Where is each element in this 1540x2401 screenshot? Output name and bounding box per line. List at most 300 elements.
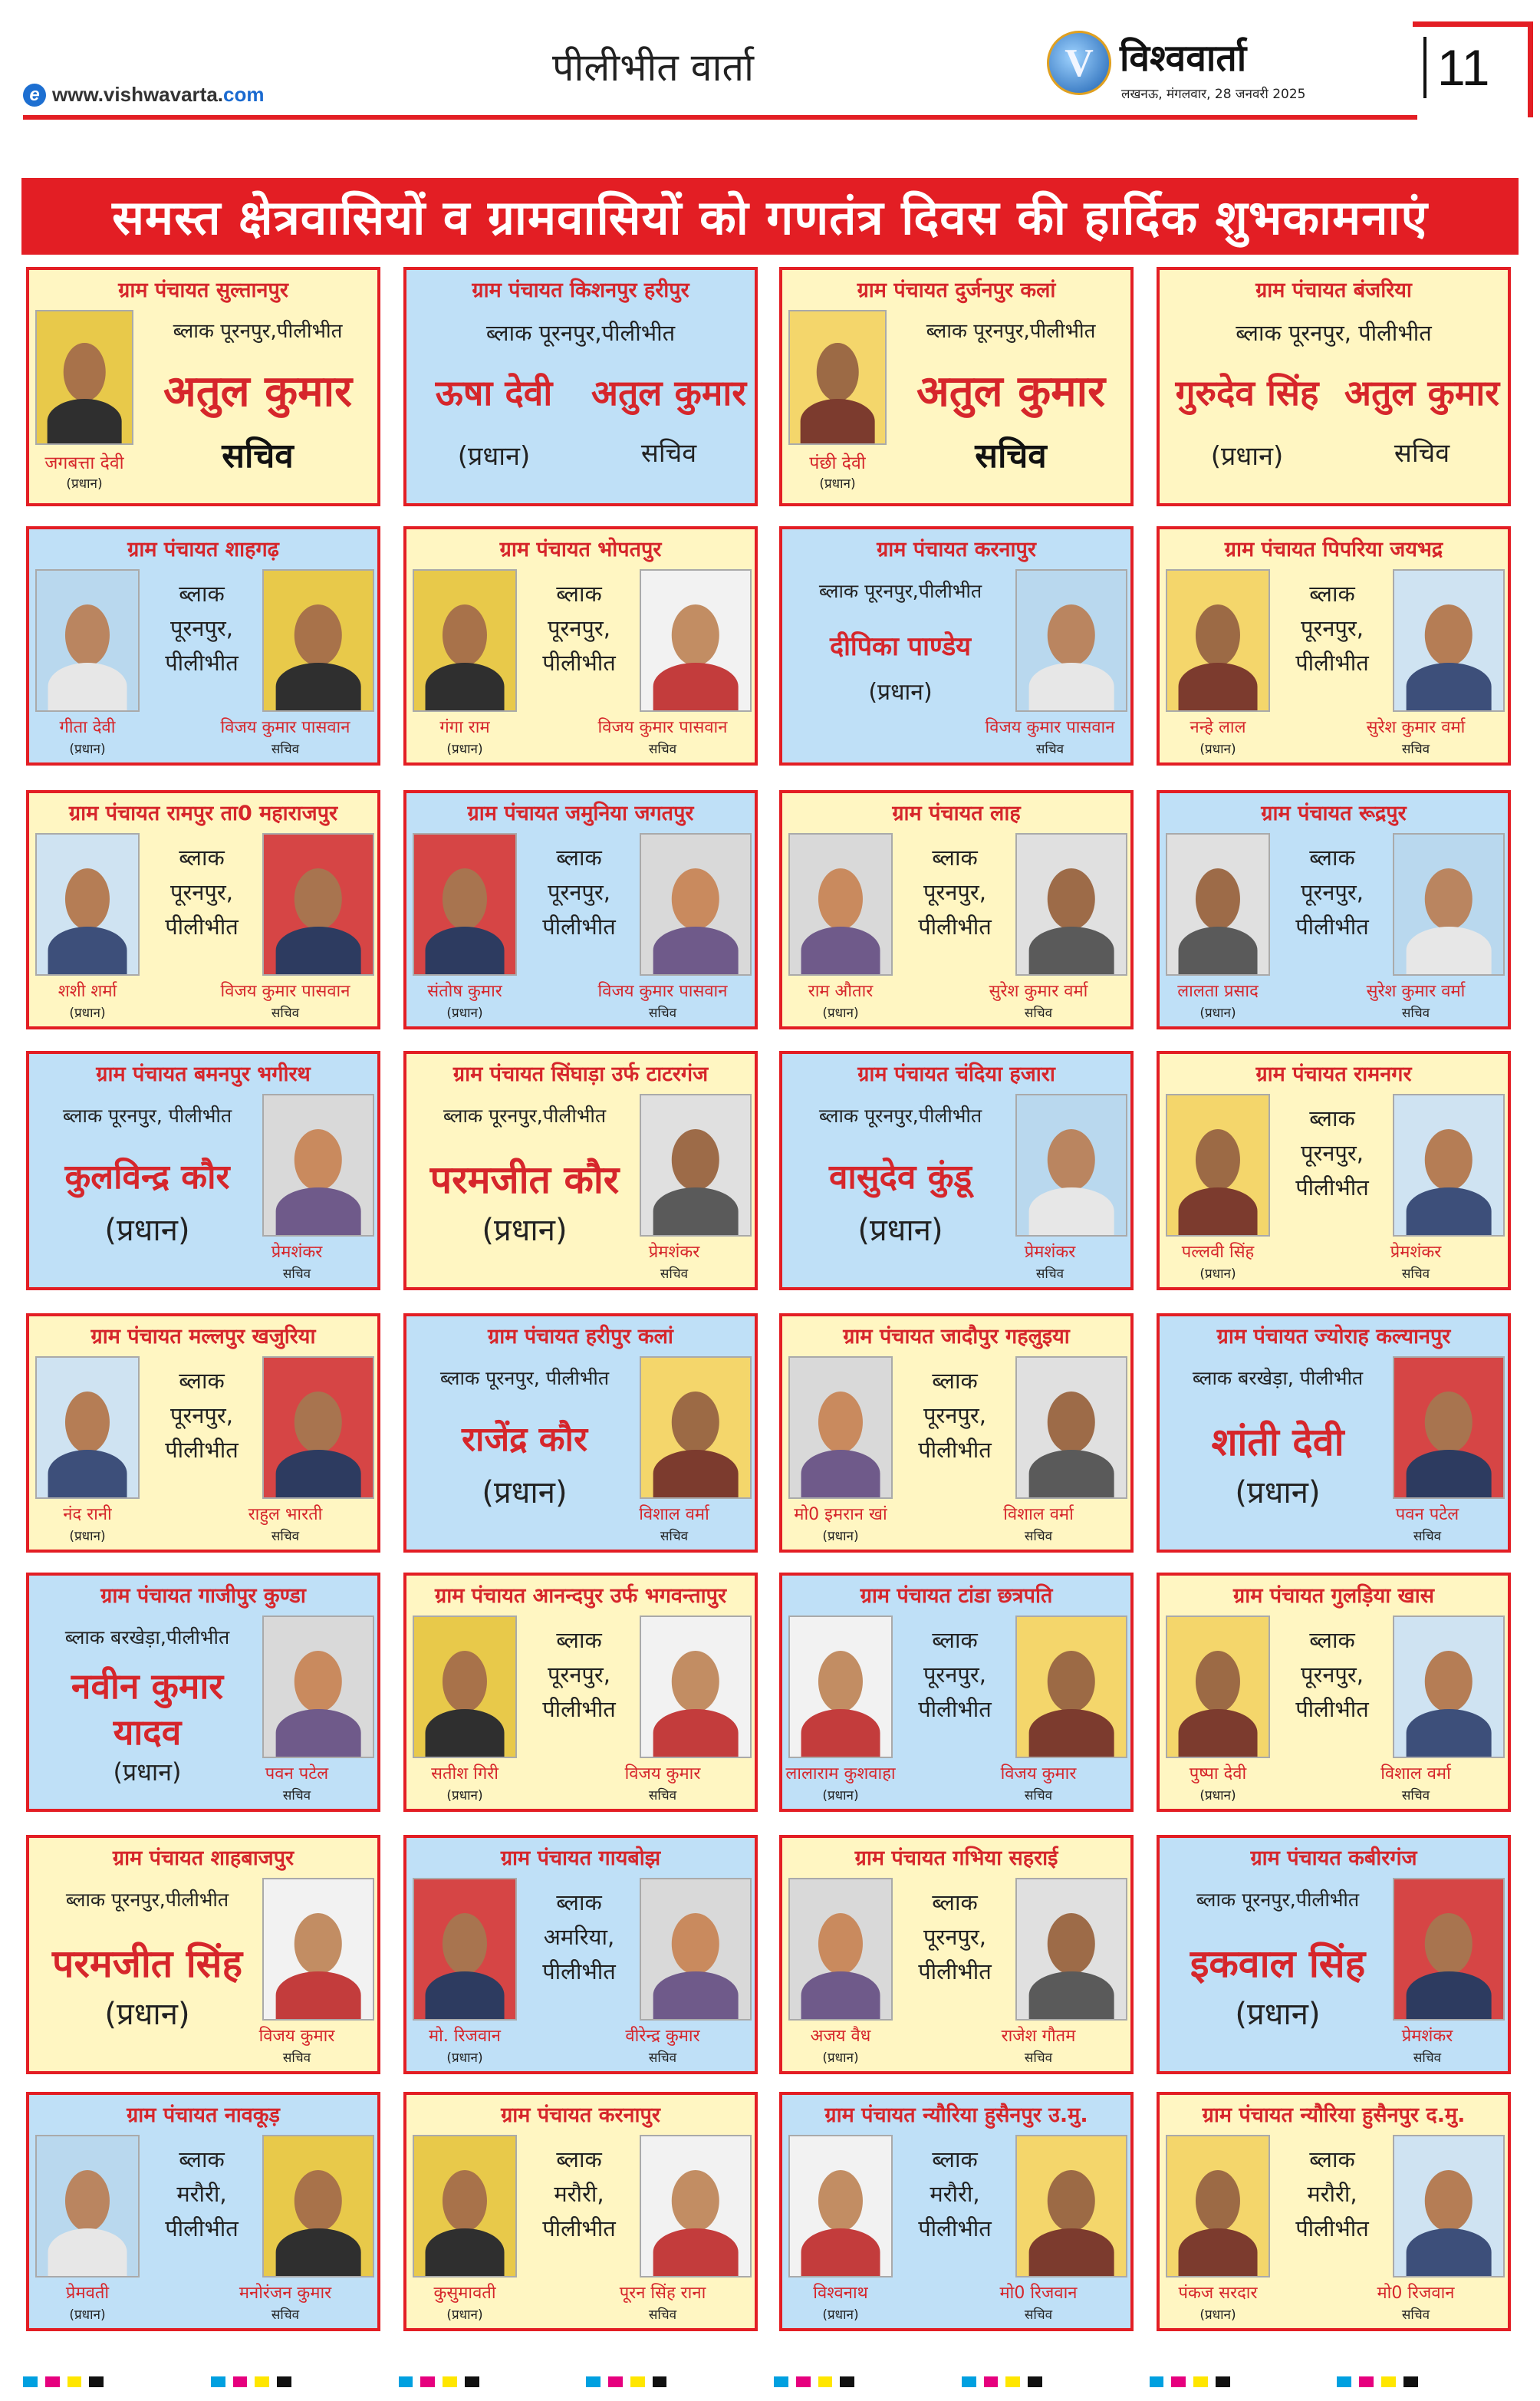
secretary-role: सचिव [1413, 1529, 1442, 1544]
block-line: अमरिया, [543, 1923, 615, 1950]
block-name [518, 2142, 640, 2246]
block-line: पीलीभीत [542, 2215, 616, 2241]
secretary-photo-face [1048, 1392, 1095, 1453]
pradhan-name: नवीन कुमार [71, 1665, 224, 1707]
block-name: ब्लाक पूरनपुर,पीलीभीत [173, 320, 343, 343]
color-swatch [818, 2376, 833, 2387]
block-line: ब्लाक [556, 1627, 602, 1653]
block-line: ब्लाक [556, 581, 602, 607]
panchayat-card [403, 1573, 758, 1812]
pradhan-name: पल्लवी सिंह [1181, 1243, 1255, 1262]
color-swatch [277, 2376, 291, 2387]
pradhan-role: (प्रधान) [822, 2307, 859, 2323]
block-line: ब्लाक [932, 1889, 978, 1915]
pradhan-name: लालता प्रसाद [1177, 982, 1259, 1001]
secretary-role: सचिव [648, 2307, 677, 2323]
pradhan-name: शशी शर्मा [58, 982, 117, 1001]
block-line: ब्लाक [932, 1627, 978, 1653]
block-name: ब्लाक पूरनपुर,पीलीभीत [818, 1105, 982, 1127]
panchayat-card [26, 2092, 380, 2331]
pradhan-name: विश्वनाथ [813, 2284, 868, 2303]
pradhan-photo-face [65, 1392, 110, 1453]
block-line: पीलीभीत [1295, 649, 1369, 676]
secretary-photo-body [1407, 927, 1492, 974]
panchayat-title: ग्राम पंचायत बंजरिया [1255, 278, 1412, 302]
color-swatch [1150, 2376, 1164, 2387]
block-line: पीलीभीत [918, 913, 992, 940]
block-line: ब्लाक [179, 1368, 225, 1394]
panchayat-card [403, 790, 758, 1029]
secretary-name: पवन पटेल [1395, 1505, 1459, 1524]
secretary-photo [1015, 2135, 1127, 2277]
secretary-photo [640, 2135, 752, 2277]
pradhan-photo-face [65, 604, 110, 666]
pradhan-photo-face [818, 1651, 863, 1712]
pradhan-name: गंगा राम [439, 718, 490, 737]
panchayat-card [403, 267, 758, 506]
block-name [518, 1886, 640, 1989]
secretary-photo-body [276, 663, 361, 710]
pradhan-name: सतीश गिरी [431, 1764, 499, 1783]
pradhan-role: (प्रधान) [104, 1213, 190, 1248]
pradhan-name: प्रेमवती [65, 2284, 110, 2303]
secretary-photo-body [653, 1450, 739, 1497]
secretary-name: विजय कुमार पासवान [597, 982, 728, 1001]
secretary-photo [1015, 1878, 1127, 2021]
secretary-photo [1393, 1878, 1505, 2021]
secretary-photo-body [276, 1709, 361, 1757]
pradhan-name: पुष्पा देवी [1189, 1764, 1247, 1783]
secretary-role: सचिव [271, 1006, 300, 1021]
panchayat-card [26, 267, 380, 506]
color-swatch [255, 2376, 269, 2387]
block-name: ब्लाक पूरनपुर,पीलीभीत [485, 320, 676, 346]
pradhan-photo [1166, 1094, 1270, 1237]
secretary-photo-face [295, 1913, 342, 1974]
pradhan-photo-body [426, 1709, 505, 1757]
pradhan-photo-body [48, 927, 127, 974]
block-line: ब्लाक [179, 2146, 225, 2172]
color-swatch [774, 2376, 788, 2387]
block-name: ब्लाक पूरनपुर, पीलीभीत [439, 1367, 610, 1389]
panchayat-title: ग्राम पंचायत गभिया सहराई [854, 1846, 1058, 1870]
secretary-role: सचिव [1035, 742, 1065, 757]
panchayat-title: ग्राम पंचायत करनापुर [501, 2103, 660, 2127]
secretary-photo-face [672, 1913, 719, 1974]
pradhan-role: (प्रधान) [446, 1788, 483, 1803]
pradhan-photo [788, 833, 893, 976]
republic-day-banner: समस्त क्षेत्रवासियों व ग्रामवासियों को गणतंत्र दिवस की हार्दिक शुभकामनाएं [21, 178, 1519, 255]
block-name: ब्लाक पूरनपुर,पीलीभीत [1196, 1889, 1360, 1911]
pradhan-photo-body [426, 2228, 505, 2276]
pradhan-name: नन्हे लाल [1190, 718, 1246, 737]
secretary-photo [640, 569, 752, 712]
secretary-role: सचिव [1024, 1006, 1053, 1021]
pradhan-photo-face [1196, 868, 1240, 930]
panchayat-card [26, 1313, 380, 1553]
panchayat-title: ग्राम पंचायत जमुनिया जगतपुर [467, 802, 694, 825]
secretary-role: सचिव [1035, 1266, 1065, 1282]
panchayat-card [1157, 790, 1511, 1029]
panchayat-card [779, 790, 1134, 1029]
pradhan-role: (प्रधान) [822, 1788, 859, 1803]
pradhan-role: (प्रधान) [1199, 1266, 1236, 1282]
pradhan-photo [1166, 833, 1270, 976]
panchayat-card [403, 1313, 758, 1553]
secretary-photo-body [1407, 1971, 1492, 2019]
color-swatch [23, 2376, 38, 2387]
block-name: ब्लाक पूरनपुर,पीलीभीत [926, 320, 1096, 343]
pradhan-photo [413, 833, 517, 976]
secretary-photo [262, 1356, 374, 1499]
secretary-photo-face [1425, 1392, 1473, 1453]
pradhan-photo-body [1179, 1709, 1258, 1757]
block-name [518, 577, 640, 680]
block-name [894, 1623, 1015, 1727]
pradhan-photo-body [48, 399, 122, 443]
block-line: पूरनपुर, [548, 878, 610, 905]
color-swatch [840, 2376, 854, 2387]
pradhan-photo-face [64, 343, 106, 401]
block-line: पीलीभीत [165, 913, 239, 940]
pradhan-photo-face [818, 2170, 863, 2231]
color-swatch [796, 2376, 811, 2387]
pradhan-name: परमजीत सिंह [51, 1942, 242, 1986]
block-line: पूरनपुर, [170, 878, 233, 905]
block-line: पूरनपुर, [548, 1661, 610, 1688]
pradhan-photo [35, 1356, 140, 1499]
pradhan-role: (प्रधान) [69, 2307, 106, 2323]
pradhan-photo-body [48, 2228, 127, 2276]
pradhan-role: (प्रधान) [1210, 441, 1284, 472]
secretary-role: सचिव [1413, 2050, 1442, 2066]
panchayat-card [779, 1573, 1134, 1812]
pradhan-name: दीपिका पाण्डेय [830, 631, 971, 662]
pradhan-photo-face [817, 343, 859, 401]
secretary-photo-body [1029, 1709, 1114, 1757]
color-swatch [45, 2376, 60, 2387]
vishwavarta-logo-icon: V [1047, 31, 1111, 95]
secretary-role: सचिव [282, 2050, 311, 2066]
block-line: पीलीभीत [542, 1695, 616, 1722]
secretary-photo-face [295, 2170, 342, 2231]
secretary-role: सचिव [660, 1529, 689, 1544]
secretary-role: सचिव [640, 438, 697, 469]
secretary-photo-body [276, 1971, 361, 2019]
block-line: पीलीभीत [1295, 2215, 1369, 2241]
panchayat-card [1157, 267, 1511, 506]
secretary-photo-face [295, 1129, 342, 1191]
pradhan-name: अजय वैध [810, 2027, 871, 2046]
pradhan-photo-face [818, 868, 863, 930]
secretary-photo-face [295, 604, 342, 666]
secretary-name: विजय कुमार पासवान [597, 718, 728, 737]
secretary-role: सचिव [282, 1788, 311, 1803]
block-line: पीलीभीत [918, 2215, 992, 2241]
panchayat-title: ग्राम पंचायत करनापुर [877, 538, 1036, 562]
color-spacer [487, 2376, 579, 2387]
block-name [141, 2142, 262, 2246]
color-swatch [443, 2376, 457, 2387]
block-name [1272, 1623, 1393, 1727]
block-line: पीलीभीत [542, 913, 616, 940]
secretary-name: प्रेमशंकर [1024, 1243, 1076, 1262]
block-name [141, 577, 262, 680]
panchayat-title: ग्राम पंचायत टांडा छत्रपति [860, 1584, 1053, 1608]
panchayat-title: ग्राम पंचायत नावकूड़ [127, 2103, 280, 2127]
pradhan-role: (प्रधान) [822, 1529, 859, 1544]
secretary-photo-face [1048, 1913, 1095, 1974]
block-line: ब्लाक [932, 2146, 978, 2172]
secretary-name: विजय कुमार [1000, 1764, 1077, 1783]
secretary-photo [262, 1878, 374, 2021]
panchayat-card [1157, 1573, 1511, 1812]
pradhan-photo [788, 1615, 893, 1758]
secretary-photo [1393, 1094, 1505, 1237]
panchayat-title: ग्राम पंचायत गुलड़िया खास [1232, 1584, 1435, 1608]
pradhan-photo-face [443, 868, 487, 930]
secretary-photo-body [653, 1187, 739, 1235]
color-swatch [608, 2376, 623, 2387]
panchayat-title: ग्राम पंचायत न्यौरिया हुसैनपुर उ.मु. [824, 2103, 1088, 2127]
block-name: ब्लाक पूरनपुर,पीलीभीत [818, 580, 982, 602]
secretary-name: विशाल वर्मा [639, 1505, 709, 1524]
pradhan-photo [35, 569, 140, 712]
block-name [1272, 841, 1393, 944]
secretary-name: अतुल कुमार [163, 367, 353, 417]
pradhan-photo [788, 1878, 893, 2021]
pradhan-name: जगबत्ता देवी [44, 453, 124, 473]
pradhan-photo-face [818, 1392, 863, 1453]
secretary-photo-face [295, 868, 342, 930]
color-spacer [862, 2376, 954, 2387]
block-line: पीलीभीत [542, 649, 616, 676]
page-number: 11 [1423, 37, 1490, 98]
pradhan-role: (प्रधान) [446, 1006, 483, 1021]
color-swatch [1216, 2376, 1230, 2387]
block-name: ब्लाक पूरनपुर,पीलीभीत [443, 1105, 607, 1127]
block-line: पूरनपुर, [1301, 878, 1364, 905]
secretary-photo [262, 1094, 374, 1237]
secretary-name: प्रेमशंकर [648, 1243, 700, 1262]
secretary-name: सुरेश कुमार वर्मा [989, 982, 1088, 1001]
color-spacer [674, 2376, 766, 2387]
secretary-role: सचिव [1401, 1006, 1430, 1021]
panchayat-card [779, 1051, 1134, 1290]
panchayat-card [26, 1573, 380, 1812]
block-line: पूरनपुर, [170, 614, 233, 641]
pradhan-photo [788, 2135, 893, 2277]
pradhan-name: ऊषा देवी [435, 372, 553, 413]
block-name: ब्लाक पूरनपुर, पीलीभीत [62, 1105, 232, 1127]
secretary-name: राजेश गौतम [1001, 2027, 1076, 2046]
secretary-photo-body [1029, 663, 1114, 710]
block-line: पीलीभीत [165, 2215, 239, 2241]
panchayat-title: ग्राम पंचायत सिंघाड़ा उर्फ टाटरगंज [452, 1062, 709, 1086]
pradhan-photo [1166, 569, 1270, 712]
color-swatch [1028, 2376, 1042, 2387]
color-swatch [1359, 2376, 1374, 2387]
secretary-photo-body [276, 1450, 361, 1497]
secretary-photo-face [1048, 1129, 1095, 1191]
pradhan-name: संतोष कुमार [427, 982, 502, 1001]
block-line: पीलीभीत [918, 1958, 992, 1984]
panchayat-title: ग्राम पंचायत जादौपुर गहलुइया [843, 1325, 1070, 1349]
panchayat-title: ग्राम पंचायत गायबोझ [500, 1846, 661, 1870]
panchayat-title: ग्राम पंचायत लाह [892, 802, 1021, 825]
secretary-role: सचिव [975, 436, 1047, 476]
pradhan-photo-body [801, 1709, 880, 1757]
pradhan-name: कुसुमावती [433, 2284, 496, 2303]
color-swatch [1381, 2376, 1396, 2387]
page-header [0, 0, 1540, 138]
pradhan-role: (प्रधान) [113, 1757, 182, 1787]
block-line: ब्लाक [179, 845, 225, 871]
secretary-photo-face [1425, 604, 1473, 666]
pradhan-name: मो0 इमरान खां [794, 1505, 887, 1524]
secretary-name: राहुल भारती [248, 1505, 323, 1524]
header-divider [23, 115, 1417, 120]
pradhan-photo [788, 1356, 893, 1499]
block-line: ब्लाक [1309, 581, 1355, 607]
block-name: ब्लाक बरखेड़ा,पीलीभीत [64, 1626, 230, 1648]
secretary-photo-face [672, 1129, 719, 1191]
block-line: ब्लाक [1309, 845, 1355, 871]
panchayat-card [779, 526, 1134, 766]
secretary-role: सचिव [660, 1266, 689, 1282]
block-line: पीलीभीत [1295, 1695, 1369, 1722]
pradhan-role: (प्रधान) [457, 441, 531, 472]
color-swatch [1337, 2376, 1351, 2387]
color-swatch [420, 2376, 435, 2387]
block-name [1272, 1102, 1393, 1205]
page-section-title: पीलीभीत वार्ता [552, 45, 754, 90]
pradhan-photo-body [1179, 927, 1258, 974]
block-line: ब्लाक [932, 845, 978, 871]
secretary-name: विशाल वर्मा [1380, 1764, 1451, 1783]
secretary-photo [1015, 833, 1127, 976]
secretary-name: विशाल वर्मा [1003, 1505, 1074, 1524]
panchayat-card [403, 1051, 758, 1290]
secretary-role: सचिव [1024, 1788, 1053, 1803]
block-line: ब्लाक [179, 581, 225, 607]
secretary-photo [262, 2135, 374, 2277]
panchayat-card [779, 2092, 1134, 2331]
secretary-photo-body [1029, 927, 1114, 974]
panchayat-card [26, 1051, 380, 1290]
secretary-name: प्रेमशंकर [1401, 2027, 1453, 2046]
pradhan-name: शांती देवी [1211, 1420, 1344, 1464]
panchayat-title: ग्राम पंचायत न्यौरिया हुसैनपुर द.मु. [1202, 2103, 1466, 2127]
block-name [1272, 2142, 1393, 2246]
pradhan-photo [35, 310, 133, 445]
secretary-photo-body [1029, 1971, 1114, 2019]
panchayat-title: ग्राम पंचायत चंदिया हजारा [857, 1062, 1055, 1086]
block-line: पूरनपुर, [548, 614, 610, 641]
secretary-photo [1393, 1356, 1505, 1499]
panchayat-title: ग्राम पंचायत आनन्दपुर उर्फ भगवन्तापुर [434, 1584, 726, 1608]
secretary-photo-face [295, 1651, 342, 1712]
pradhan-role: (प्रधान) [822, 2050, 859, 2066]
block-line: पूरनपुर, [170, 1401, 233, 1428]
secretary-photo-face [1425, 1913, 1473, 1974]
pradhan-name: गुरुदेव सिंह [1175, 372, 1319, 413]
secretary-name: विजय कुमार पासवान [220, 982, 350, 1001]
secretary-photo [640, 1878, 752, 2021]
secretary-photo-face [1425, 2170, 1473, 2231]
secretary-role: सचिव [1024, 2307, 1053, 2323]
secretary-role: सचिव [1401, 2307, 1430, 2323]
secretary-name: विजय कुमार पासवान [220, 718, 350, 737]
secretary-photo-body [276, 927, 361, 974]
secretary-name: मो0 रिजवान [1377, 2284, 1455, 2303]
secretary-photo [640, 833, 752, 976]
secretary-role: सचिव [271, 742, 300, 757]
secretary-role: सचिव [648, 2050, 677, 2066]
pradhan-role: (प्रधान) [1199, 2307, 1236, 2323]
pradhan-role: (प्रधान) [482, 1213, 568, 1248]
pradhan-photo [413, 1878, 517, 2021]
secretary-photo-face [672, 1651, 719, 1712]
block-name [518, 1623, 640, 1727]
secretary-photo-face [672, 868, 719, 930]
color-swatch [1005, 2376, 1020, 2387]
pradhan-role: (प्रधान) [868, 679, 933, 706]
block-name [894, 1886, 1015, 1989]
panchayat-card [779, 267, 1134, 506]
block-name [518, 841, 640, 944]
panchayat-title: ग्राम पंचायत भोपतपुर [499, 538, 662, 562]
block-name [141, 841, 262, 944]
pradhan-role: (प्रधान) [1199, 1788, 1236, 1803]
block-line: पूरनपुर, [923, 878, 986, 905]
secretary-role: सचिव [1401, 742, 1430, 757]
panchayat-card [1157, 2092, 1511, 2331]
pradhan-photo-body [426, 1971, 505, 2019]
secretary-role: सचिव [282, 1266, 311, 1282]
secretary-role: सचिव [648, 1788, 677, 1803]
pradhan-name: कुलविन्द्र कौर [64, 1158, 230, 1197]
pradhan-photo-face [1196, 604, 1240, 666]
pradhan-photo-body [1179, 2228, 1258, 2276]
secretary-photo [262, 569, 374, 712]
secretary-name: सुरेश कुमार वर्मा [1366, 718, 1466, 737]
secretary-photo-face [1425, 1651, 1473, 1712]
secretary-photo-body [276, 2228, 361, 2276]
secretary-photo-body [1029, 2228, 1114, 2276]
panchayat-card [403, 2092, 758, 2331]
block-line: पूरनपुर, [923, 1661, 986, 1688]
pradhan-photo-body [801, 1971, 880, 2019]
panchayat-title: ग्राम पंचायत मल्लपुर खजुरिया [90, 1325, 316, 1349]
pradhan-photo-face [1196, 1129, 1240, 1191]
pradhan-photo-body [48, 1450, 127, 1497]
secretary-role: सचिव [648, 1006, 677, 1021]
secretary-name: वीरेन्द्र कुमार [625, 2027, 700, 2046]
panchayat-title: ग्राम पंचायत रामनगर [1255, 1062, 1412, 1086]
secretary-photo-body [653, 1709, 739, 1757]
color-swatch [1171, 2376, 1186, 2387]
secretary-photo-body [1407, 663, 1492, 710]
panchayat-title: ग्राम पंचायत बमनपुर भगीरथ [96, 1062, 311, 1086]
color-spacer [1238, 2376, 1330, 2387]
website-url[interactable]: e www.vishwavarta.com [23, 83, 265, 107]
pradhan-name: राजेंद्र कौर [462, 1420, 587, 1459]
pradhan-photo-face [65, 868, 110, 930]
secretary-role: सचिव [1401, 1788, 1430, 1803]
pradhan-role: (प्रधान) [857, 1213, 943, 1248]
pradhan-role: (प्रधान) [822, 1006, 859, 1021]
